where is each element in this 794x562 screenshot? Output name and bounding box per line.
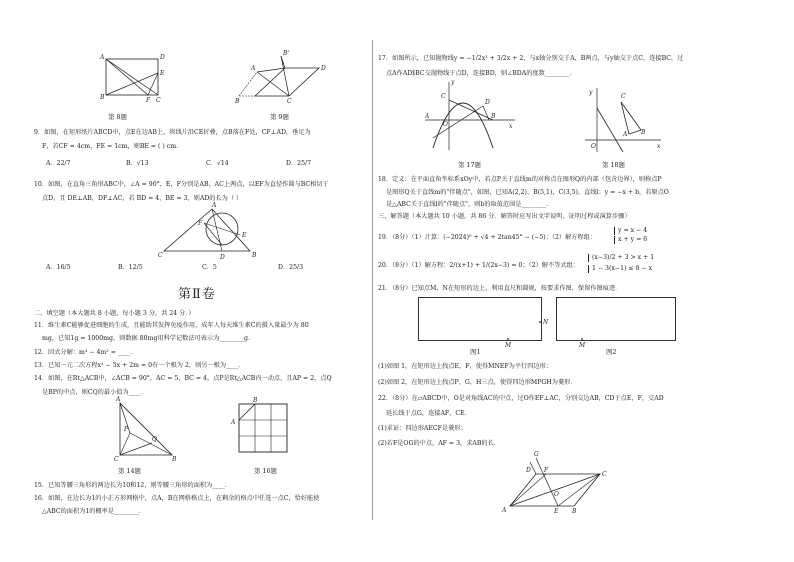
svg-text:A: A [502, 507, 507, 514]
question-19: 19．（8分）（1）计算：(−2024)⁰ + √4 + 2tan45° − (−5)；（2）解方程组： [378, 234, 597, 241]
question-21: 21．（8分）已知点M，N在矩形的边上，利用直尺和圆规，按要求作图，保留作图痕迹． [378, 285, 622, 292]
svg-text:N: N [543, 319, 549, 326]
figure-16-caption: 第 16题 [254, 467, 277, 475]
question-15: 15．已知等腰三角形的两边长为10和12，则等腰三角形的面积为____． [34, 482, 231, 489]
svg-text:A: A [231, 419, 236, 426]
svg-text:F: F [544, 467, 549, 474]
question-10-option-d: D．25/3 [278, 264, 304, 271]
figure-9 [235, 50, 325, 106]
svg-text:B: B [641, 129, 646, 136]
figure-1-points [418, 297, 558, 347]
question-9-option-d: D．25/7 [286, 160, 312, 167]
svg-text:C: C [114, 456, 119, 463]
question-9-option-a: A．22/7 [46, 160, 71, 167]
question-19-system-line-1: y = x − 4 [614, 227, 647, 235]
figure-16 [231, 397, 295, 460]
figure-14 [110, 397, 190, 461]
svg-text:C: C [287, 98, 292, 105]
question-21-part-1: (1)如图 1，在矩形边上找点E，F，使得MNEF为平行四边形； [378, 363, 552, 370]
question-10-line-2: 点D，且 DE⊥AB，DF⊥AC，若 BD = 4，BE = 3，则AD的长为（ ） [42, 195, 243, 202]
svg-text:D: D [321, 65, 326, 72]
svg-text:A: A [116, 396, 121, 403]
svg-text:B: B [252, 252, 257, 259]
svg-text:B: B [172, 456, 177, 463]
svg-text:C: C [158, 252, 163, 259]
question-18-line-1: 18．定义：在平面直角坐标系xOy中，若点P关于直线m的对称点在图形Q的内部（包含边界），则称点P [378, 176, 662, 183]
svg-text:E: E [554, 508, 559, 515]
svg-text:A: A [623, 131, 628, 138]
svg-text:G: G [534, 451, 539, 458]
part-2-heading: 第Ⅱ卷 [178, 287, 216, 302]
svg-text:x: x [509, 123, 513, 130]
figure-17 [423, 78, 518, 153]
svg-text:F: F [198, 220, 203, 227]
question-17-line-2: 点A作AD∥BC交抛物线于点D，连接BD，则∠BDA的度数________． [386, 70, 576, 77]
question-14-line-2: 是BP的中点，则CQ的最小值为____． [42, 389, 148, 396]
question-18-line-2: 是图形Q关于直线m的"伴随点"，如图，已知A(2,2)，B(5,1)，C(3,5)，直线l：y = −x + b，若原点O [386, 189, 669, 196]
svg-text:y: y [451, 79, 455, 86]
svg-text:C: C [156, 97, 161, 104]
svg-text:A: A [425, 113, 430, 120]
svg-text:x: x [657, 143, 661, 150]
svg-text:B: B [235, 98, 240, 105]
svg-text:Q: Q [152, 436, 157, 443]
svg-text:F: F [146, 97, 151, 104]
svg-text:D: D [220, 254, 225, 261]
question-20: 20．（8分）（1）解方程：2/(x+1) + 1/(2x−3) = 0；（2）解不等式组： [378, 262, 579, 269]
figure-22 [502, 451, 607, 515]
question-18-line-3: 是△ABC关于直线l的"伴随点"，则b的取值范围是________． [386, 201, 553, 208]
figure-9-caption: 第 9题 [270, 113, 289, 121]
svg-text:B: B [253, 397, 258, 404]
question-20-system-line-2: 1 − 3(x−1) ≤ 8 − x [588, 265, 652, 273]
question-10-option-a: A．16/5 [46, 264, 71, 271]
question-16-line-1: 16．如图，在边长为1的小正方形网格中，点A，B在网格格点上，在剩余的格点中任选一点C，恰好能使 [34, 495, 320, 502]
svg-text:M: M [579, 342, 586, 349]
svg-text:y: y [589, 89, 593, 96]
svg-text:C: C [441, 93, 446, 100]
question-22-line-3: (1)求证：四边形AECF是菱形； [378, 425, 467, 432]
svg-text:E: E [160, 70, 165, 77]
question-14-line-1: 14．如图，在Rt△ACB中，∠ACB = 90°，AC = 5，BC = 4，点P是Rt△ACB内一动点，且AP = 2，点Q [34, 375, 332, 382]
svg-text:P: P [124, 426, 129, 433]
question-9-option-c: C．√14 [206, 160, 229, 167]
question-9-line-2: F，若CF = 4cm，FE = 1cm，则BE = ( ) cm． [42, 143, 183, 150]
question-22-line-1: 22．（8分）在▱ABCD中，O是对角线AC的中点，过O作EF⊥AC，分别交边AB，CD于点E，F，交AD [378, 395, 664, 402]
question-19-system-line-2: x + y = 6 [614, 236, 647, 244]
question-10-line-1: 10．如图，在直角三角形ABC中，∠A = 90°，E，F分别是AB，AC上两点，以EF为直径作圆与BC相切于 [34, 181, 329, 188]
question-21-part-2: (2)如图 2，在矩形边上找点P，G，H三点，使得四边形MPGH为菱形． [378, 379, 577, 386]
question-22-line-2: 延长线于点G，连接AF，CE． [386, 410, 471, 417]
figure-18 [583, 86, 663, 156]
figure-8 [98, 55, 168, 105]
section-2-heading: 二、填空题（本大题共 8 小题，每小题 3 分，共 24 分．） [34, 310, 195, 317]
figure-2-points [556, 297, 686, 347]
svg-text:B': B' [283, 50, 290, 57]
svg-text:C: C [621, 93, 626, 100]
svg-text:A: A [100, 54, 105, 61]
question-20-system-line-1: (x−3)/2 + 3 > x + 1 [588, 254, 654, 262]
svg-text:O: O [591, 143, 596, 150]
figure-17-caption: 第 17题 [458, 161, 481, 169]
question-11-line-1: 11．维生素C能够促进细胞的生成，且能助其发挥免疫作用，成年人每天维生素C的摄入量最少为 80 [34, 322, 309, 329]
svg-text:B: B [491, 113, 496, 120]
svg-text:O: O [443, 121, 448, 128]
question-10-option-c: C．5 [202, 264, 217, 271]
right-column [378, 0, 778, 562]
svg-text:D: D [526, 467, 531, 474]
column-divider [372, 40, 373, 520]
question-12: 12．因式分解：m³ − 4m² = ____． [34, 349, 137, 356]
svg-text:C: C [602, 471, 607, 478]
question-16-line-2: △ABC的面积为1的概率是________． [42, 508, 145, 515]
figure-10 [160, 203, 255, 261]
svg-text:A: A [251, 65, 256, 72]
figure-2-caption: 图2 [606, 348, 617, 356]
svg-text:D: D [485, 99, 490, 106]
figure-1-caption: 图1 [470, 348, 481, 356]
left-column [30, 0, 370, 562]
svg-text:M: M [505, 342, 512, 349]
svg-text:A: A [212, 202, 217, 209]
figure-18-caption: 第 18题 [602, 161, 625, 169]
question-9-option-b: B．√13 [126, 160, 149, 167]
svg-text:B: B [572, 508, 577, 515]
figure-8-caption: 第 8题 [108, 113, 127, 121]
question-17-line-1: 17．如图所示，已知抛物线y = −1/2x² + 3/2x + 2，与x轴分别交于A，B两点，与y轴交于点C，连接BC，过 [378, 55, 684, 62]
svg-text:D: D [160, 54, 165, 61]
question-10-option-b: B．12/5 [118, 264, 143, 271]
question-9-line-1: 9．如图，在矩形纸片ABCD中，点E在边AB上，将线片沿CE折叠，点B落在F处，CF⊥AD，垂足为 [34, 129, 311, 136]
svg-text:B: B [100, 94, 105, 101]
question-22-line-4: (2)若F是OG的中点，AF = 3，求AB的长． [378, 440, 500, 447]
svg-text:O: O [554, 491, 559, 498]
question-13: 13．已知一元二次方程x² − 5x + 2m = 0有一个根为 2，则另一根为____． [34, 362, 245, 369]
figure-14-caption: 第 14题 [118, 467, 141, 475]
svg-text:E: E [242, 232, 247, 239]
question-11-line-2: mg，已知1g = 1000mg，则数据 80mg用科学记数法可表示为________g． [42, 335, 255, 342]
section-3-heading: 三、解答题（本大题共 10 小题，共 86 分．解答时应写出文字说明、证明过程或演算步骤） [378, 213, 631, 220]
